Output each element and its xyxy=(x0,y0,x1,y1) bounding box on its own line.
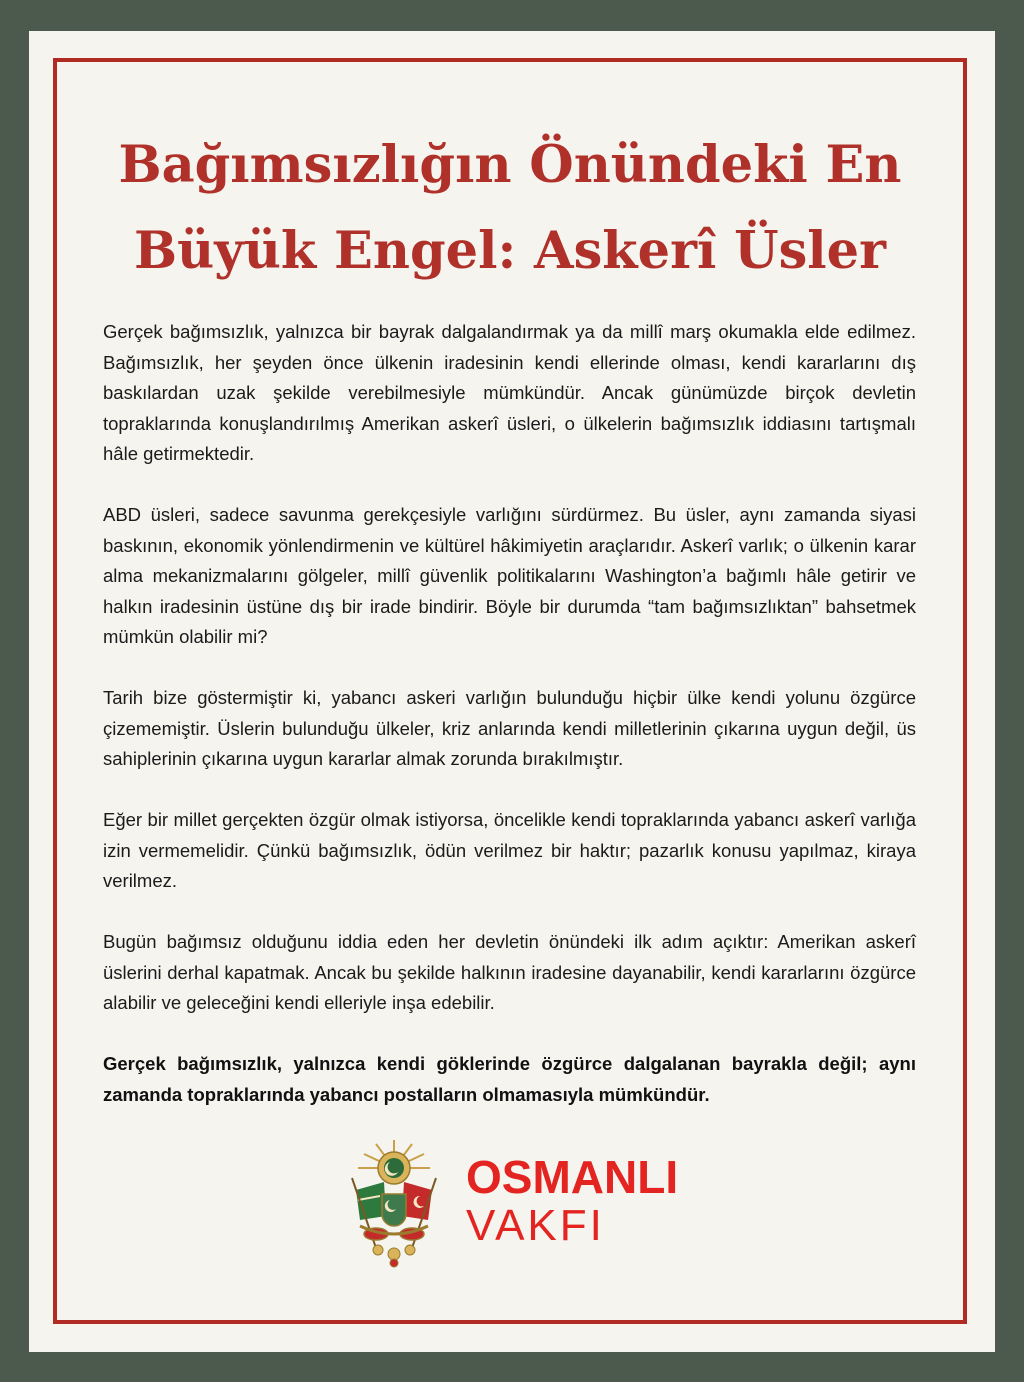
title-line-1: Bağımsızlığın Önündeki En xyxy=(118,135,902,195)
paragraph-1: Gerçek bağımsızlık, yalnızca bir bayrak dalgalandırmak ya da millî marş okumakla elde edilmez. Bağımsızlık, her şeyden önce ülkenin iradesinin kendi ellerinde olması, kendi kararlarını dış baskılardan uzak şekilde verebilmesiyle mümkündür. Ancak günümüzde birçok devletin topraklarında konuşlandırılmış Amerikan askerî üsleri, o ülkelerin bağımsızlık iddiasını tartışmalı hâle getirmektedir. xyxy=(103,321,916,464)
osmanli-vakfi-logo xyxy=(340,1138,700,1270)
paragraph-4: Eğer bir millet gerçekten özgür olmak istiyorsa, öncelikle kendi topraklarında yabancı askerî varlığa izin vermemelidir. Çünkü bağımsızlık, ödün verilmez bir haktır; pazarlık konusu yapılmaz, kiraya verilmez. xyxy=(103,809,916,891)
ottoman-coat-of-arms-icon xyxy=(346,1138,442,1268)
paragraph-2: ABD üsleri, sadece savunma gerekçesiyle varlığını sürdürmez. Bu üsler, aynı zamanda siyasi baskının, ekonomik yönlendirmenin ve kültürel hâkimiyetin araçlarıdır. Askerî varlık; o ülkenin karar alma mekanizmalarını gölgeler, millî güvenlik politikalarını Washington’a bağımlı hâle getirir ve halkın iradesinin üstüne dış bir irade bindirir. Böyle bir durumda “tam bağımsızlıktan” bahsetmek mümkün olabilir mi? xyxy=(103,504,916,647)
paragraph-5: Bugün bağımsız olduğunu iddia eden her devletin önündeki ilk adım açıktır: Amerikan askerî üslerini derhal kapatmak. Ancak bu şekilde halkının iradesine dayanabilir, kendi kararlarını özgürce alabilir ve geleceğini kendi elleriyle inşa edebilir. xyxy=(103,931,916,1013)
title-line-2: Büyük Engel: Askerî Üsler xyxy=(134,221,886,281)
brand-line-2: VAKFI xyxy=(466,1201,605,1250)
paragraph-3: Tarih bize göstermiştir ki, yabancı askeri varlığın bulunduğu hiçbir ülke kendi yolunu özgürce çizememiştir. Üslerin bulunduğu ülkeler, kriz anlarında kendi milletlerinin çıkarına uygun değil, üs sahiplerinin çıkarına uygun kararlar almak zorunda bırakılmıştır. xyxy=(103,687,916,769)
brand-wordmark xyxy=(466,1152,696,1250)
article-body xyxy=(103,317,916,1141)
brand-line-1: OSMANLI xyxy=(466,1151,679,1203)
closing-statement: Gerçek bağımsızlık, yalnızca kendi göklerinde özgürce dalgalanan bayrakla değil; aynı zamanda topraklarında yabancı postalların olmamasıyla mümkündür. xyxy=(103,1053,916,1105)
page-title xyxy=(60,122,960,294)
